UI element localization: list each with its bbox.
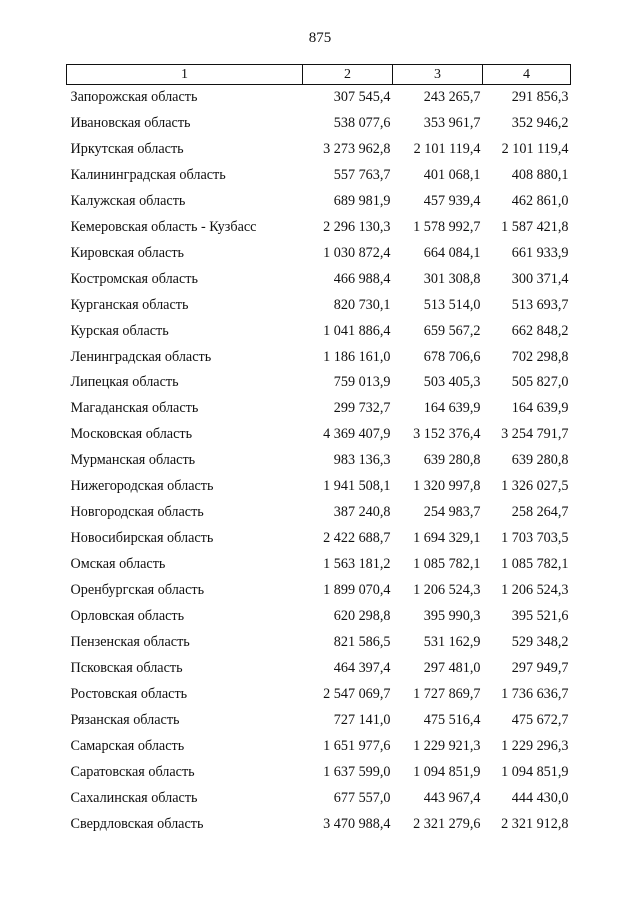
column-header-2: 2: [303, 65, 393, 85]
value-cell-col4: 1 587 421,8: [501, 218, 569, 235]
value-cell-col3: 2 101 119,4: [413, 140, 481, 157]
table-row: [67, 241, 571, 267]
region-name-cell: Московская область: [70, 426, 193, 443]
region-name-cell: Ивановская область: [70, 114, 191, 131]
value-cell-col2: 1 563 181,2: [323, 556, 391, 573]
table-row: [67, 345, 571, 371]
value-cell-col2: 307 545,4: [333, 89, 391, 105]
region-name-cell: Оренбургская область: [70, 582, 205, 599]
value-cell-col2: 689 981,9: [333, 192, 391, 209]
region-name-cell: Магаданская область: [70, 400, 199, 417]
column-header-1: 1: [67, 65, 303, 85]
table-row: [67, 630, 571, 656]
region-name-cell: Кемеровская область - Кузбасс: [70, 218, 257, 235]
value-cell-col2: 1 637 599,0: [323, 763, 391, 780]
value-cell-col2: 2 547 069,7: [323, 685, 391, 702]
value-cell-col3: 2 321 279,6: [413, 815, 481, 832]
table-row: [67, 656, 571, 682]
table-row: [67, 734, 571, 760]
column-header-4: 4: [483, 65, 571, 85]
value-cell-col2: 466 988,4: [333, 270, 391, 287]
region-name-cell: Курская область: [70, 322, 169, 339]
value-cell-col4: 1 736 636,7: [501, 685, 569, 702]
value-cell-col3: 353 961,7: [423, 114, 481, 131]
region-name-cell: Курганская область: [70, 296, 189, 313]
region-name-cell: Пензенская область: [70, 634, 190, 651]
region-name-cell: Иркутская область: [70, 140, 184, 157]
value-cell-col2: 1 651 977,6: [323, 737, 391, 754]
value-cell-col3: 1 727 869,7: [413, 685, 481, 702]
value-cell-col2: 1 030 872,4: [323, 244, 391, 261]
table-row: [67, 85, 571, 111]
value-cell-col3: 1 578 992,7: [413, 218, 481, 235]
value-cell-col4: 529 348,2: [511, 634, 569, 651]
value-cell-col3: 443 967,4: [423, 789, 481, 806]
region-name-cell: Мурманская область: [70, 452, 196, 469]
value-cell-col4: 1 094 851,9: [501, 763, 569, 780]
value-cell-col4: 395 521,6: [511, 608, 569, 625]
value-cell-col2: 2 296 130,3: [323, 218, 391, 235]
value-cell-col2: 759 013,9: [333, 374, 391, 391]
value-cell-col3: 164 639,9: [423, 400, 481, 417]
header-row: [67, 65, 571, 85]
value-cell-col4: 1 229 296,3: [501, 737, 569, 754]
value-cell-col3: 531 162,9: [423, 634, 481, 651]
value-cell-col2: 1 041 886,4: [323, 322, 391, 339]
table-row: [67, 708, 571, 734]
table-row: [67, 786, 571, 812]
value-cell-col3: 1 085 782,1: [413, 556, 481, 573]
value-cell-col2: 677 557,0: [333, 789, 391, 806]
table-row: [67, 604, 571, 630]
value-cell-col2: 1 899 070,4: [323, 582, 391, 599]
value-cell-col3: 457 939,4: [423, 192, 481, 209]
value-cell-col3: 395 990,3: [423, 608, 481, 625]
value-cell-col4: 1 085 782,1: [501, 556, 569, 573]
value-cell-col3: 1 094 851,9: [413, 763, 481, 780]
region-name-cell: Ростовская область: [70, 685, 188, 702]
value-cell-col4: 475 672,7: [511, 711, 569, 728]
value-cell-col2: 620 298,8: [333, 608, 391, 625]
table-row: [67, 500, 571, 526]
value-cell-col2: 821 586,5: [333, 634, 391, 651]
table-row: [67, 526, 571, 552]
value-cell-col4: 702 298,8: [511, 348, 569, 365]
value-cell-col2: 299 732,7: [333, 400, 391, 417]
value-cell-col4: 1 703 703,5: [501, 530, 569, 547]
value-cell-col4: 1 206 524,3: [501, 582, 569, 599]
region-name-cell: Свердловская область: [70, 815, 204, 832]
value-cell-col3: 1 206 524,3: [413, 582, 481, 599]
region-name-cell: Омская область: [70, 556, 166, 573]
table-row: [67, 474, 571, 500]
value-cell-col3: 678 706,6: [423, 348, 481, 365]
table-row: [67, 396, 571, 422]
value-cell-col3: 664 084,1: [423, 244, 481, 261]
value-cell-col4: 408 880,1: [511, 166, 569, 183]
value-cell-col4: 164 639,9: [511, 400, 569, 417]
table-row: [67, 812, 571, 838]
table-row: [67, 215, 571, 241]
value-cell-col4: 352 946,2: [511, 114, 569, 131]
table-row: [67, 163, 571, 189]
table-row: [67, 111, 571, 137]
value-cell-col2: 557 763,7: [333, 166, 391, 183]
table-row: [67, 189, 571, 215]
value-cell-col2: 538 077,6: [333, 114, 391, 131]
value-cell-col2: 727 141,0: [333, 711, 391, 728]
value-cell-col3: 301 308,8: [423, 270, 481, 287]
value-cell-col4: 444 430,0: [511, 789, 569, 806]
table-row: [67, 682, 571, 708]
value-cell-col3: 254 983,7: [423, 504, 481, 521]
region-name-cell: Ленинградская область: [70, 348, 212, 365]
region-name-cell: Запорожская область: [70, 89, 198, 105]
table-row: [67, 422, 571, 448]
region-name-cell: Новосибирская область: [70, 530, 214, 547]
region-name-cell: Калининградская область: [70, 166, 226, 183]
value-cell-col2: 3 470 988,4: [323, 815, 391, 832]
value-cell-col3: 297 481,0: [423, 659, 481, 676]
value-cell-col3: 639 280,8: [423, 452, 481, 469]
region-name-cell: Саратовская область: [70, 763, 195, 780]
table-row: [67, 319, 571, 345]
region-name-cell: Орловская область: [70, 608, 185, 625]
region-name-cell: Костромская область: [70, 270, 198, 287]
value-cell-col3: 1 320 997,8: [413, 478, 481, 495]
table-row: [67, 267, 571, 293]
region-name-cell: Самарская область: [70, 737, 185, 754]
table-row: [67, 293, 571, 319]
value-cell-col4: 639 280,8: [511, 452, 569, 469]
value-cell-col2: 387 240,8: [333, 504, 391, 521]
table-header: [67, 65, 571, 85]
value-cell-col2: 3 273 962,8: [323, 140, 391, 157]
data-table: [66, 64, 571, 838]
value-cell-col2: 464 397,4: [333, 659, 391, 676]
table-row: [67, 370, 571, 396]
value-cell-col3: 659 567,2: [423, 322, 481, 339]
value-cell-col4: 662 848,2: [511, 322, 569, 339]
value-cell-col2: 1 186 161,0: [323, 348, 391, 365]
value-cell-col2: 820 730,1: [333, 296, 391, 313]
value-cell-col4: 300 371,4: [511, 270, 569, 287]
value-cell-col3: 243 265,7: [423, 89, 481, 105]
value-cell-col2: 2 422 688,7: [323, 530, 391, 547]
table-row: [67, 578, 571, 604]
value-cell-col4: 297 949,7: [511, 659, 569, 676]
value-cell-col2: 4 369 407,9: [323, 426, 391, 443]
table-row: [67, 552, 571, 578]
region-name-cell: Сахалинская область: [70, 789, 198, 806]
value-cell-col4: 2 101 119,4: [501, 140, 569, 157]
table-body: [67, 85, 571, 838]
value-cell-col3: 3 152 376,4: [413, 426, 481, 443]
value-cell-col4: 258 264,7: [511, 504, 569, 521]
region-name-cell: Калужская область: [70, 192, 186, 209]
value-cell-col3: 401 068,1: [423, 166, 481, 183]
region-name-cell: Новгородская область: [70, 504, 204, 521]
value-cell-col4: 661 933,9: [511, 244, 569, 261]
value-cell-col4: 1 326 027,5: [501, 478, 569, 495]
region-name-cell: Нижегородская область: [70, 478, 214, 495]
value-cell-col4: 3 254 791,7: [501, 426, 569, 443]
region-name-cell: Рязанская область: [70, 711, 180, 728]
value-cell-col3: 475 516,4: [423, 711, 481, 728]
column-header-3: 3: [393, 65, 483, 85]
value-cell-col2: 983 136,3: [333, 452, 391, 469]
value-cell-col3: 503 405,3: [423, 374, 481, 391]
value-cell-col2: 1 941 508,1: [323, 478, 391, 495]
value-cell-col4: 505 827,0: [511, 374, 569, 391]
value-cell-col4: 462 861,0: [511, 192, 569, 209]
value-cell-col3: 513 514,0: [423, 296, 481, 313]
value-cell-col4: 2 321 912,8: [501, 815, 569, 832]
page-number: 875: [308, 30, 332, 46]
value-cell-col3: 1 229 921,3: [413, 737, 481, 754]
table-row: [67, 448, 571, 474]
table-row: [67, 760, 571, 786]
region-name-cell: Липецкая область: [70, 374, 179, 391]
value-cell-col4: 291 856,3: [511, 89, 569, 105]
value-cell-col3: 1 694 329,1: [413, 530, 481, 547]
region-name-cell: Псковская область: [70, 659, 183, 676]
table-row: [67, 137, 571, 163]
value-cell-col4: 513 693,7: [511, 296, 569, 313]
region-name-cell: Кировская область: [70, 244, 185, 261]
